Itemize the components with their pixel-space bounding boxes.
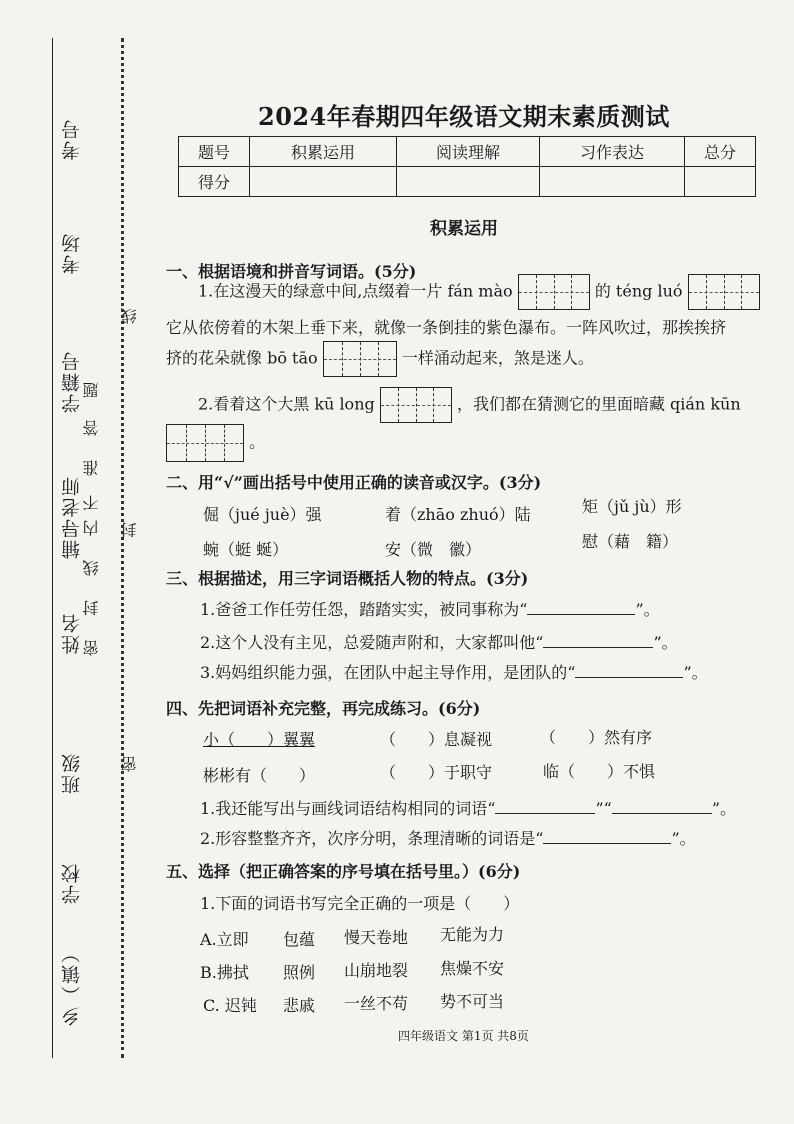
q4-word: （ ）然有序	[540, 728, 653, 747]
q2-title: 二、用“√”画出括号中使用正确的读音或汉字。(3分)	[166, 473, 542, 492]
q3-text: ”。	[635, 600, 660, 619]
field-exam-number: 考号	[61, 118, 83, 160]
score-cell[interactable]	[397, 167, 540, 197]
q1-line5	[166, 424, 265, 462]
score-header: 题号	[179, 137, 250, 167]
q3-text: 1.爸爸工作任劳任怨，踏踏实实，被同事称为“	[200, 600, 528, 619]
seal-char: 不	[82, 495, 101, 511]
seal-char: 题	[82, 382, 101, 398]
q4-text: ”。	[671, 829, 696, 848]
score-header: 总分	[685, 137, 756, 167]
q1-text: 挤的花朵就像 bō tāo	[166, 348, 318, 368]
seal-mid-char: 密	[120, 756, 139, 772]
field-tutor: 辅导老师	[61, 475, 83, 559]
score-cell[interactable]	[685, 167, 756, 197]
field-class: 班级	[61, 752, 83, 794]
q5-option-a-word: 无能为力	[440, 925, 505, 944]
sidebar-rule	[52, 38, 53, 1058]
q5-option-a-word: 包蕴	[283, 930, 316, 949]
q5-option-b-label: B.拂拭	[200, 963, 249, 982]
q3-title: 三、根据描述，用三字词语概括人物的特点。(3分)	[166, 569, 529, 588]
q1-line2: 它从依傍着的木架上垂下来，就像一条倒挂的紫色瀑布。一阵风吹过，那挨挨挤	[166, 318, 727, 337]
pinyin-answer-box[interactable]	[518, 274, 590, 310]
q1-text: ，我们都在猜测它的里面暗藏 qián kūn	[456, 394, 741, 414]
q1-line4	[198, 387, 741, 423]
seal-char: 内	[82, 520, 101, 536]
binding-sidebar	[0, 0, 160, 1124]
pinyin-answer-box[interactable]	[166, 424, 244, 462]
seal-dotted-line	[121, 38, 124, 1058]
pinyin-answer-box[interactable]	[688, 274, 760, 310]
q4-text: ”“	[595, 799, 612, 818]
q1-text: 1.在这漫天的绿意中间,点缀着一片 fán mào	[198, 281, 513, 301]
q1-title: 一、根据语境和拼音写词语。(5分)	[166, 262, 417, 281]
pinyin-answer-box[interactable]	[380, 387, 452, 423]
q4-sentence	[200, 826, 696, 849]
q1-text: 一样涌动起来，煞是迷人。	[401, 348, 594, 368]
q3-item	[200, 597, 660, 620]
q3-text: ”。	[653, 633, 678, 652]
q1-line1	[198, 274, 760, 310]
score-header: 阅读理解	[397, 137, 540, 167]
q2-item: 安（微 徽）	[385, 540, 482, 559]
q2-item: 蜿（蜓 蜒）	[203, 540, 289, 559]
field-township: 乡（镇）	[61, 942, 83, 1026]
q5-title: 五、选择（把正确答案的序号填在括号里。）(6分)	[166, 862, 521, 881]
field-student-id: 学籍号	[61, 350, 83, 413]
score-header: 习作表达	[540, 137, 685, 167]
q5-question: 1.下面的词语书写完全正确的一项是（ ）	[200, 894, 520, 913]
q3-item	[200, 630, 678, 653]
q5-option-b-word: 山崩地裂	[344, 961, 409, 980]
score-cell[interactable]	[250, 167, 397, 197]
seal-char: 答	[82, 420, 101, 436]
q4-word-underlined: 小（ ）翼翼	[203, 730, 316, 749]
q5-option-c-word: 势不可当	[440, 992, 505, 1011]
answer-blank[interactable]	[495, 799, 595, 814]
seal-char: 密	[82, 640, 101, 656]
seal-char: 封	[82, 600, 101, 616]
q2-item: 着（zhāo zhuó）陆	[385, 505, 531, 524]
q3-text: 3.妈妈组织能力强，在团队中起主导作用，是团队的“	[200, 663, 576, 682]
q1-line3	[166, 341, 594, 377]
score-table	[178, 136, 756, 197]
field-exam-room: 考场	[61, 232, 83, 274]
q4-word: （ ）于职守	[380, 763, 493, 782]
q2-item: 慰（藉 籍）	[582, 532, 679, 551]
exam-title: 2024年春期四年级语文期末素质测试	[258, 102, 670, 131]
score-header: 积累运用	[250, 137, 397, 167]
q3-item	[200, 660, 708, 683]
section-title: 积累运用	[430, 219, 498, 239]
q4-text: ”。	[711, 799, 736, 818]
seal-char: 线	[82, 560, 101, 576]
q4-title: 四、先把词语补充完整，再完成练习。(6分)	[166, 699, 481, 718]
seal-char: 准	[82, 460, 101, 476]
answer-blank[interactable]	[543, 633, 653, 648]
q4-word: 临（ ）不惧	[543, 762, 656, 781]
q3-text: 2.这个人没有主见，总爱随声附和，大家都叫他“	[200, 633, 544, 652]
score-cell[interactable]	[540, 167, 685, 197]
answer-blank[interactable]	[575, 663, 683, 678]
q5-option-c-label: C. 迟钝	[203, 996, 257, 1015]
q5-option-c-word: 悲戚	[283, 996, 316, 1015]
pinyin-answer-box[interactable]	[323, 341, 397, 377]
q1-text: 的 téng luó	[594, 281, 683, 301]
q3-text: ”。	[683, 663, 708, 682]
q5-option-b-word: 焦燥不安	[440, 959, 505, 978]
q1-text: 。	[249, 432, 266, 452]
seal-mid-char: 线	[120, 308, 139, 324]
q1-text: 2.看着这个大黑 kū long	[198, 394, 375, 414]
field-school: 学校	[61, 862, 83, 904]
seal-mid-char: 封	[120, 522, 139, 538]
answer-blank[interactable]	[527, 600, 635, 615]
q5-option-c-word: 一丝不苟	[344, 994, 409, 1013]
q4-word: 彬彬有（ ）	[203, 766, 316, 785]
q4-sentence	[200, 796, 736, 819]
page-footer: 四年级语文 第1页 共8页	[398, 1029, 529, 1043]
score-row-label: 得分	[179, 167, 250, 197]
q4-text: 1.我还能写出与画线词语结构相同的词语“	[200, 799, 496, 818]
q2-item: 倔（jué juè）强	[203, 505, 322, 524]
q2-item: 矩（jǔ jù）形	[582, 497, 682, 516]
q5-option-a-word: 慢天卷地	[344, 928, 409, 947]
field-name: 姓名	[61, 612, 83, 654]
q5-option-b-word: 照例	[283, 963, 316, 982]
answer-blank[interactable]	[612, 799, 712, 814]
answer-blank[interactable]	[543, 829, 671, 844]
q4-word: （ ）息凝视	[380, 730, 493, 749]
q5-option-a-label: A.立即	[200, 930, 249, 949]
q4-text: 2.形容整整齐齐，次序分明，条理清晰的词语是“	[200, 829, 544, 848]
